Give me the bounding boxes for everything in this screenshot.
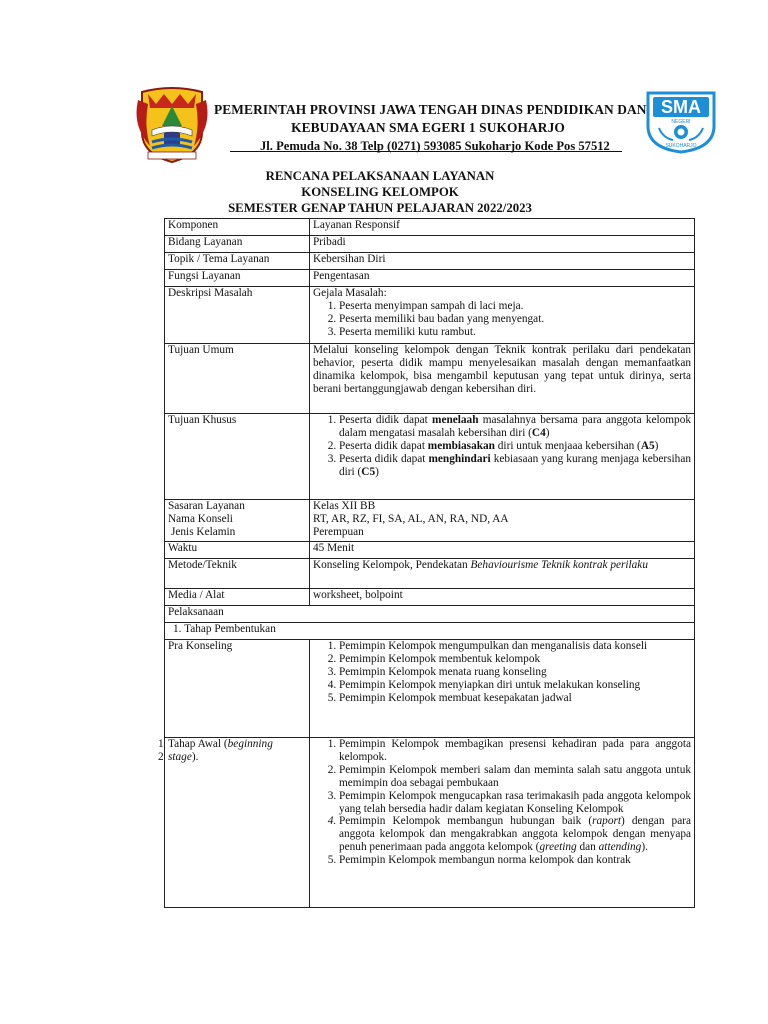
item-text: Pemimpin Kelompok membangun hubungan baik (: [339, 815, 593, 828]
table-row: [165, 414, 695, 500]
deskripsi-list: [313, 300, 691, 339]
item-keyword: menelaah: [432, 414, 479, 426]
row-label-bidang: Bidang Layanan: [165, 236, 310, 253]
provincial-emblem-logo: [134, 86, 210, 164]
title-line-2: KONSELING KELOMPOK: [301, 185, 459, 199]
metode-text: Konseling Kelompok, Pendekatan: [313, 559, 471, 571]
letterhead-rule: [230, 151, 622, 152]
tujuan-khusus-list: [313, 414, 691, 479]
row-label-tujuan-khusus: Tujuan Khusus: [165, 414, 310, 500]
item-text: ): [654, 439, 659, 452]
letterhead: [214, 101, 647, 155]
tahap-awal-end: ).: [191, 750, 199, 763]
item-text: diri untuk menjaaa kebersihan (: [494, 439, 641, 452]
item-keyword: membiasakan: [427, 439, 495, 452]
school-logo-sub2: SUKOHARJO: [665, 143, 697, 149]
list-item: 1. Peserta menyimpan sampah di laci meja.: [339, 300, 691, 313]
metode-italic: Behaviourisme Teknik kontrak perilaku: [470, 559, 648, 571]
list-item: 2. Peserta memiliki bau badan yang menyengat.: [339, 313, 691, 326]
item-italic: attending: [598, 841, 642, 854]
row-value-deskripsi: [310, 287, 695, 344]
nama-label: Nama Konseli: [168, 512, 233, 525]
table-row: [165, 500, 695, 542]
title-line-3: SEMESTER GENAP TAHUN PELAJARAN 2022/2023: [228, 201, 532, 215]
school-logo-text: SMA: [661, 97, 701, 117]
title-line-1: RENCANA PELAKSANAAN LAYANAN: [265, 169, 495, 183]
service-plan-table: [158, 218, 695, 908]
row-value-metode: [310, 559, 695, 589]
row-label-komponen: Komponen: [165, 219, 310, 236]
row-label-waktu: Waktu: [165, 542, 310, 559]
list-item: 1. Pemimpin Kelompok mengumpulkan dan menganalisis data konseli: [339, 640, 691, 653]
list-item: [339, 815, 691, 854]
table-row: [165, 738, 695, 908]
table-row: [165, 640, 695, 738]
list-item: 2. Pemimpin Kelompok membentuk kelompok: [339, 653, 691, 666]
row-tahap-pembentukan: 1. Tahap Pembentukan: [165, 623, 695, 640]
letterhead-address: Jl. Pemuda No. 38 Telp (0271) 593085 Sukoharjo Kode Pos 57512: [260, 139, 610, 153]
row-value-waktu: 45 Menit: [310, 542, 695, 559]
row-value-komponen: Layanan Responsif: [310, 219, 695, 236]
tahap-awal-list: [313, 738, 691, 867]
row-value-pra-konseling: [310, 640, 695, 738]
row-label-tahap-awal: [158, 738, 310, 908]
table-row: [165, 589, 695, 606]
item-text: kebiasaan yang kurang menjaga kebersihan diri (: [339, 452, 691, 478]
row-pelaksanaan: Pelaksanaan: [165, 606, 695, 623]
tahap-awal-numbers: [158, 738, 164, 764]
row-label-sasaran: [165, 500, 310, 542]
table-row: [165, 623, 695, 640]
row-label-tujuan-umum: Tujuan Umum: [165, 344, 310, 414]
item-text: ).: [641, 841, 648, 854]
table-row: [165, 287, 695, 344]
tahap-awal-italic: beginning stage: [168, 738, 273, 763]
row-value-fungsi: Pengentasan: [310, 270, 695, 287]
deskripsi-intro: Gejala Masalah:: [313, 287, 387, 299]
jenis-value: Perempuan: [313, 525, 364, 538]
row-label-topik: Topik / Tema Layanan: [165, 253, 310, 270]
item-code: A5: [640, 439, 655, 452]
item-code: C4: [531, 426, 546, 439]
list-item: [339, 414, 691, 440]
list-item: 4. Pemimpin Kelompok menyiapkan diri untuk melakukan konseling: [339, 679, 691, 692]
pra-konseling-list: [313, 640, 691, 705]
row-label-metode: Metode/Teknik: [165, 559, 310, 589]
item-text: Peserta didik dapat: [339, 439, 428, 452]
item-keyword: menghindari: [428, 452, 491, 465]
item-italic: raport: [592, 815, 622, 828]
row-value-tujuan-umum: Melalui konseling kelompok dengan Teknik kontrak perilaku dari pendekatan behavior, peserta didik mampu menyelesaikan masalah dengan memanfaatkan dinamika kelompok, bisa mengambil keputusan yang tepat untuk dirinya, serta berani bertanggungjawab dengan kebersihan diri.: [310, 344, 695, 414]
row-value-topik: Kebersihan Diri: [310, 253, 695, 270]
table-row: [165, 344, 695, 414]
list-item: 5. Pemimpin Kelompok membangun norma kelompok dan kontrak: [339, 854, 691, 867]
table-row: [165, 559, 695, 589]
item-text: ): [545, 426, 550, 439]
table-row: [165, 542, 695, 559]
item-text: Peserta didik dapat: [339, 414, 433, 426]
table-row: [165, 253, 695, 270]
table-row: [165, 606, 695, 623]
tahap-awal-label: Tahap Awal (: [168, 738, 228, 750]
table-row: [165, 236, 695, 253]
document-title: [160, 168, 600, 216]
item-text: Peserta didik dapat: [339, 452, 429, 465]
item-text: dan: [576, 841, 599, 854]
table-row: [165, 270, 695, 287]
list-item: [339, 440, 691, 453]
row-value-sasaran: [310, 500, 695, 542]
row-label-deskripsi: Deskripsi Masalah: [165, 287, 310, 344]
item-text: ): [375, 465, 379, 478]
row-label-media: Media / Alat: [165, 589, 310, 606]
tahap-number-1: 1: [158, 738, 164, 750]
row-value-tahap-awal: [310, 738, 695, 908]
list-item: 5. Pemimpin Kelompok membuat kesepakatan jadwal: [339, 692, 691, 705]
school-logo-sub1: NEGERI: [671, 119, 691, 125]
row-value-media: worksheet, bolpoint: [310, 589, 695, 606]
item-code: C5: [361, 465, 376, 478]
sasaran-label: Sasaran Layanan: [168, 500, 245, 512]
jenis-label: Jenis Kelamin: [171, 525, 236, 538]
list-item: 2. Pemimpin Kelompok memberi salam dan meminta salah satu anggota untuk memimpin doa sebagai pembukaan: [339, 764, 691, 790]
letterhead-line-1: PEMERINTAH PROVINSI JAWA TENGAH DINAS PENDIDIKAN DAN: [214, 102, 647, 117]
item-text: masalahnya bersama para anggota kelompok dalam mengatasi masalah kebersihan diri (: [339, 414, 692, 439]
row-label-fungsi: Fungsi Layanan: [165, 270, 310, 287]
sasaran-value: Kelas XII BB: [313, 500, 376, 512]
item-text: ) dengan para anggota kelompok dan mengakrabkan anggota kelompok dengan menyapa penuh penerimaan pada anggota kelompok (: [339, 815, 691, 854]
school-logo: [645, 90, 717, 154]
list-item: [339, 453, 691, 479]
row-value-tujuan-khusus: [310, 414, 695, 500]
tahap-number-2: 2: [158, 750, 164, 763]
item-italic: greeting: [539, 841, 577, 854]
row-value-bidang: Pribadi: [310, 236, 695, 253]
nama-value: RT, AR, RZ, FI, SA, AL, AN, RA, ND, AA: [313, 512, 509, 525]
list-item: 3. Peserta memiliki kutu rambut.: [339, 326, 691, 339]
row-label-pra-konseling: Pra Konseling: [165, 640, 310, 738]
list-item: 3. Pemimpin Kelompok menata ruang konseling: [339, 666, 691, 679]
table-row: [165, 219, 695, 236]
list-item: 3. Pemimpin Kelompok mengucapkan rasa terimakasih pada anggota kelompok yang telah bersedia hadir dalam kegiatan Konseling Kelompok: [339, 790, 691, 816]
letterhead-line-2: KEBUDAYAAN SMA EGERI 1 SUKOHARJO: [291, 120, 565, 135]
list-item: 1. Pemimpin Kelompok membagikan presensi kehadiran pada para anggota kelompok.: [339, 738, 691, 764]
